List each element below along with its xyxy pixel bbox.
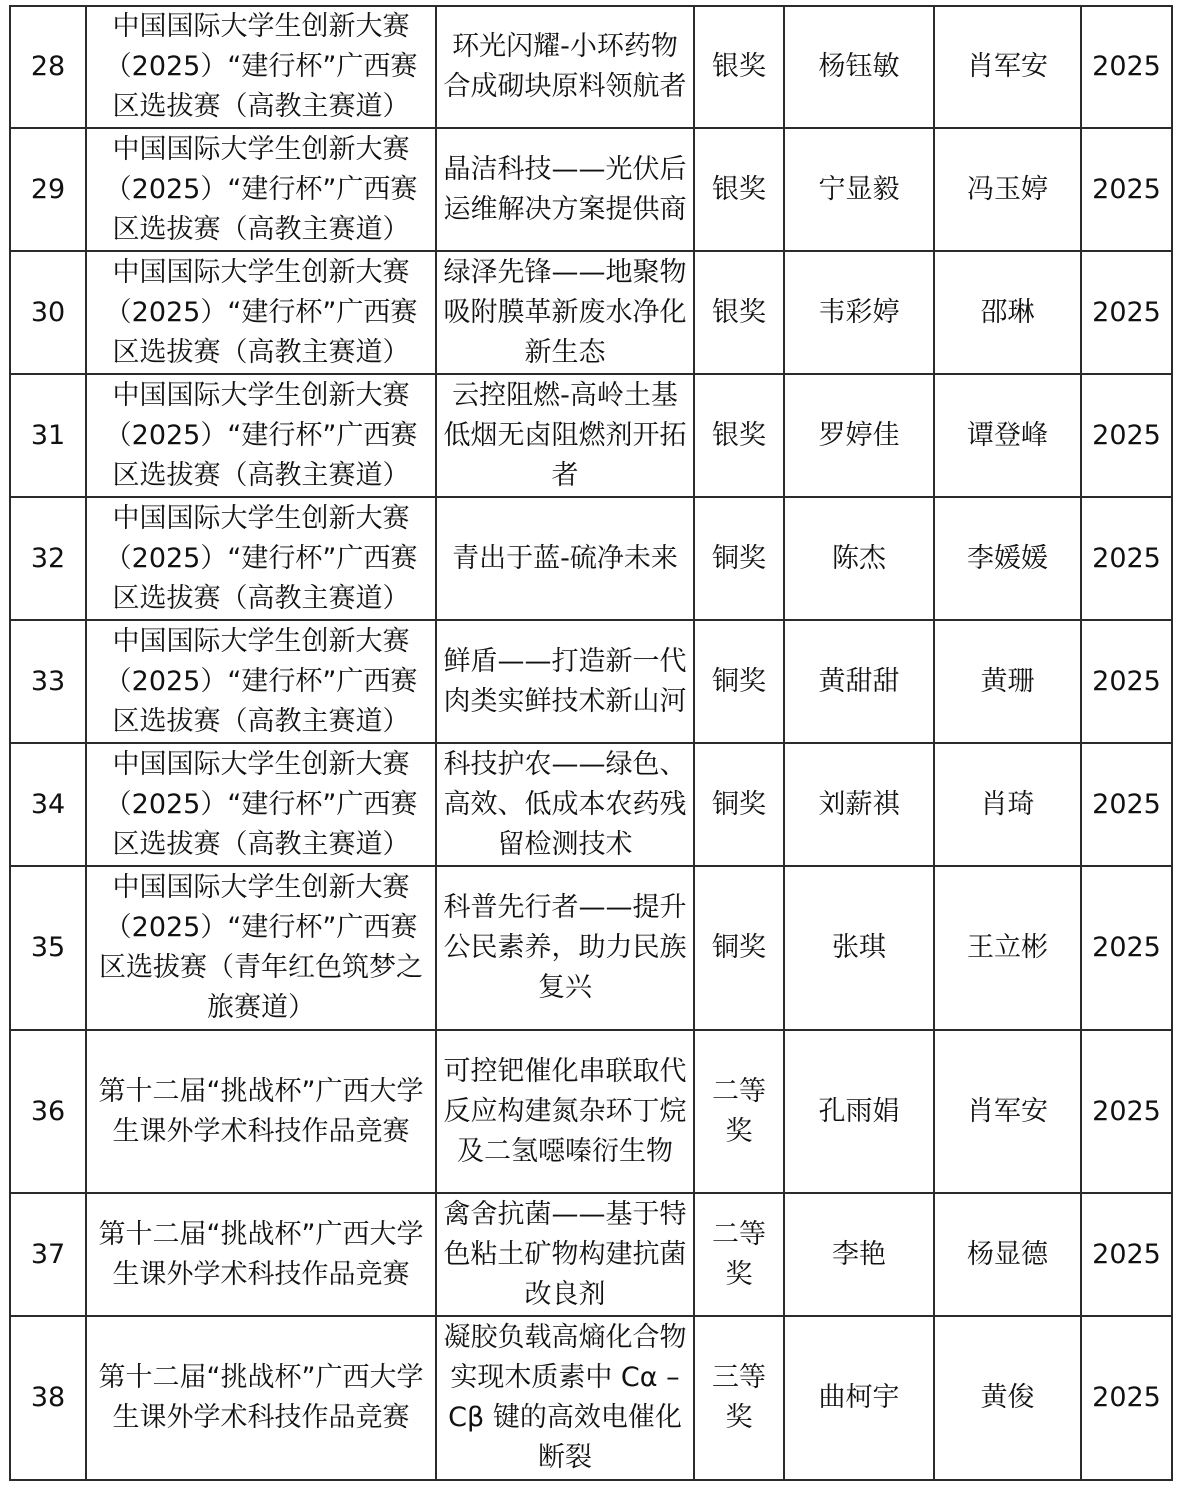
award-level: 三等奖 (694, 1316, 784, 1480)
table-row (10, 1316, 1172, 1480)
competition-name: 中国国际大学生创新大赛（2025）“建行杯”广西赛区选拔赛（高教主赛道） (86, 6, 436, 128)
award-year: 2025 (1081, 128, 1172, 251)
table-row (10, 497, 1172, 620)
teacher-name: 王立彬 (934, 866, 1081, 1030)
award-year: 2025 (1081, 497, 1172, 620)
teacher-name: 肖琦 (934, 743, 1081, 866)
competition-name: 中国国际大学生创新大赛（2025）“建行杯”广西赛区选拔赛（高教主赛道） (86, 251, 436, 374)
award-level: 铜奖 (694, 866, 784, 1030)
competition-name: 中国国际大学生创新大赛（2025）“建行杯”广西赛区选拔赛（高教主赛道） (86, 497, 436, 620)
student-name: 孔雨娟 (784, 1030, 934, 1193)
teacher-name: 肖军安 (934, 6, 1081, 128)
award-year: 2025 (1081, 620, 1172, 743)
project-name: 环光闪耀-小环药物合成砌块原料领航者 (436, 6, 694, 128)
row-number: 29 (10, 128, 86, 251)
project-name: 鲜盾——打造新一代肉类实鲜技术新山河 (436, 620, 694, 743)
table-row (10, 743, 1172, 866)
row-number: 28 (10, 6, 86, 128)
project-name: 可控钯催化串联取代反应构建氮杂环丁烷及二氢噁嗪衍生物 (436, 1030, 694, 1193)
awards-table-body (10, 6, 1172, 1480)
teacher-name: 黄俊 (934, 1316, 1081, 1480)
award-year: 2025 (1081, 251, 1172, 374)
teacher-name: 谭登峰 (934, 374, 1081, 497)
project-name: 晶洁科技——光伏后运维解决方案提供商 (436, 128, 694, 251)
row-number: 37 (10, 1193, 86, 1316)
row-number: 36 (10, 1030, 86, 1193)
competition-name: 第十二届“挑战杯”广西大学生课外学术科技作品竞赛 (86, 1316, 436, 1480)
student-name: 陈杰 (784, 497, 934, 620)
table-row (10, 128, 1172, 251)
award-year: 2025 (1081, 1030, 1172, 1193)
student-name: 刘薪祺 (784, 743, 934, 866)
award-level: 银奖 (694, 128, 784, 251)
student-name: 罗婷佳 (784, 374, 934, 497)
award-year: 2025 (1081, 1193, 1172, 1316)
student-name: 黄甜甜 (784, 620, 934, 743)
table-row (10, 620, 1172, 743)
row-number: 30 (10, 251, 86, 374)
table-row (10, 6, 1172, 128)
award-level: 铜奖 (694, 497, 784, 620)
competition-name: 中国国际大学生创新大赛（2025）“建行杯”广西赛区选拔赛（高教主赛道） (86, 374, 436, 497)
award-year: 2025 (1081, 743, 1172, 866)
award-year: 2025 (1081, 1316, 1172, 1480)
row-number: 38 (10, 1316, 86, 1480)
table-row (10, 1030, 1172, 1193)
teacher-name: 肖军安 (934, 1030, 1081, 1193)
project-name: 绿泽先锋——地聚物吸附膜革新废水净化新生态 (436, 251, 694, 374)
competition-name: 中国国际大学生创新大赛（2025）“建行杯”广西赛区选拔赛（高教主赛道） (86, 743, 436, 866)
project-name: 科普先行者——提升公民素养，助力民族复兴 (436, 866, 694, 1030)
award-level: 二等奖 (694, 1193, 784, 1316)
award-year: 2025 (1081, 866, 1172, 1030)
project-name: 禽舍抗菌——基于特色粘土矿物构建抗菌改良剂 (436, 1193, 694, 1316)
student-name: 曲柯宇 (784, 1316, 934, 1480)
student-name: 宁显毅 (784, 128, 934, 251)
teacher-name: 黄珊 (934, 620, 1081, 743)
award-level: 银奖 (694, 251, 784, 374)
competition-name: 中国国际大学生创新大赛（2025）“建行杯”广西赛区选拔赛（高教主赛道） (86, 128, 436, 251)
competition-name: 中国国际大学生创新大赛（2025）“建行杯”广西赛区选拔赛（青年红色筑梦之旅赛道） (86, 866, 436, 1030)
row-number: 32 (10, 497, 86, 620)
competition-name: 第十二届“挑战杯”广西大学生课外学术科技作品竞赛 (86, 1193, 436, 1316)
project-name: 科技护农——绿色、高效、低成本农药残留检测技术 (436, 743, 694, 866)
project-name: 凝胶负载高熵化合物实现木质素中 Cα –Cβ 键的高效电催化断裂 (436, 1316, 694, 1480)
award-level: 铜奖 (694, 743, 784, 866)
award-year: 2025 (1081, 6, 1172, 128)
teacher-name: 杨显德 (934, 1193, 1081, 1316)
award-level: 银奖 (694, 6, 784, 128)
teacher-name: 李媛媛 (934, 497, 1081, 620)
teacher-name: 冯玉婷 (934, 128, 1081, 251)
award-level: 二等奖 (694, 1030, 784, 1193)
project-name: 青出于蓝-硫净未来 (436, 497, 694, 620)
project-name: 云控阻燃-高岭土基低烟无卤阻燃剂开拓者 (436, 374, 694, 497)
table-row (10, 374, 1172, 497)
award-level: 铜奖 (694, 620, 784, 743)
student-name: 张琪 (784, 866, 934, 1030)
table-row (10, 251, 1172, 374)
row-number: 35 (10, 866, 86, 1030)
awards-table (9, 5, 1173, 1481)
teacher-name: 邵琳 (934, 251, 1081, 374)
student-name: 韦彩婷 (784, 251, 934, 374)
row-number: 33 (10, 620, 86, 743)
student-name: 李艳 (784, 1193, 934, 1316)
student-name: 杨钰敏 (784, 6, 934, 128)
competition-name: 中国国际大学生创新大赛（2025）“建行杯”广西赛区选拔赛（高教主赛道） (86, 620, 436, 743)
row-number: 34 (10, 743, 86, 866)
competition-name: 第十二届“挑战杯”广西大学生课外学术科技作品竞赛 (86, 1030, 436, 1193)
table-row (10, 1193, 1172, 1316)
row-number: 31 (10, 374, 86, 497)
table-row (10, 866, 1172, 1030)
award-level: 银奖 (694, 374, 784, 497)
award-year: 2025 (1081, 374, 1172, 497)
